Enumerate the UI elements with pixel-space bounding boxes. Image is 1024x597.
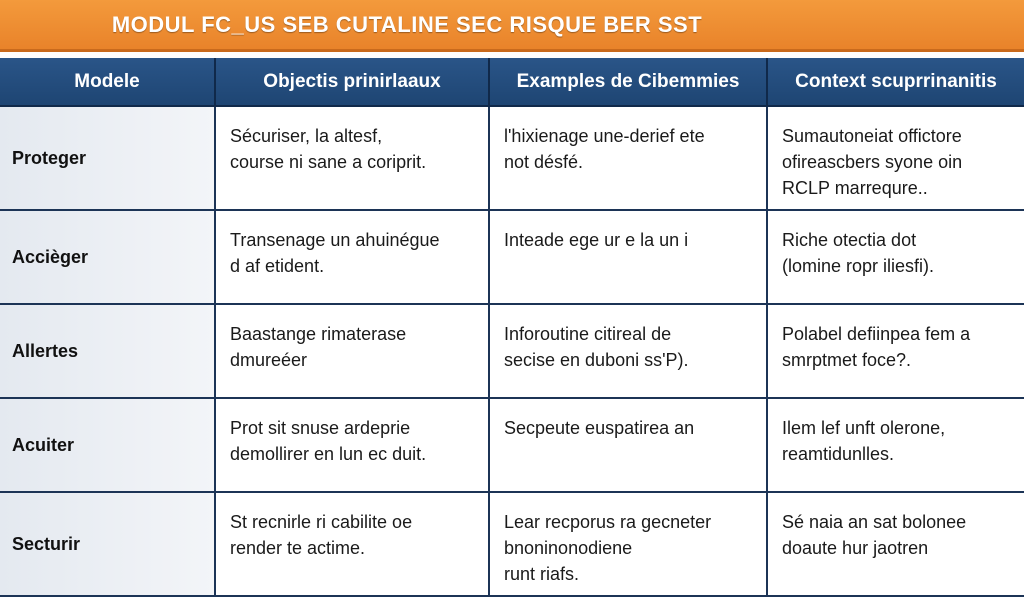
page-title: MODUL FC_US SEB CUTALINE SEC RISQUE BER SST	[111, 11, 703, 37]
table-row	[0, 304, 1024, 398]
header-objectives: Objectis prinirlaaux	[215, 58, 489, 106]
header-row	[0, 58, 1024, 106]
model-cell: Accièger	[0, 210, 215, 304]
examples-cell: Inteade ege ur e la un i	[489, 210, 767, 304]
examples-cell: l'hixienage une-derief ete not désfé.	[489, 106, 767, 210]
header-modele: Modele	[0, 58, 215, 106]
context-cell: Sumautoneiat offictore ofireascbers syone oin RCLP marrequre..	[767, 106, 1024, 210]
context-cell: Ilem lef unft olerone, reamtidunlles.	[767, 398, 1024, 492]
objectives-cell: Sécuriser, la altesf, course ni sane a coriprit.	[215, 106, 489, 210]
table-row	[0, 492, 1024, 596]
context-cell: Polabel defiinpea fem a smrptmet foce?.	[767, 304, 1024, 398]
model-table	[0, 58, 1024, 597]
title-banner	[0, 0, 1024, 52]
examples-cell: Lear recporus ra gecneter bnoninonodiene runt riafs.	[489, 492, 767, 596]
objectives-cell: St recnirle ri cabilite oe render te actime.	[215, 492, 489, 596]
context-cell: Sé naia an sat bolonee doaute hur jaotren	[767, 492, 1024, 596]
header-context: Context scuprrinanitis	[767, 58, 1024, 106]
table-row	[0, 210, 1024, 304]
model-cell: Allertes	[0, 304, 215, 398]
table-row	[0, 398, 1024, 492]
table-row	[0, 106, 1024, 210]
objectives-cell: Prot sit snuse ardeprie demollirer en lun ec duit.	[215, 398, 489, 492]
model-cell: Secturir	[0, 492, 215, 596]
model-cell: Acuiter	[0, 398, 215, 492]
examples-cell: Secpeute euspatirea an	[489, 398, 767, 492]
objectives-cell: Transenage un ahuinégue d af etident.	[215, 210, 489, 304]
header-examples: Examples de Cibemmies	[489, 58, 767, 106]
objectives-cell: Baastange rimaterase dmureéer	[215, 304, 489, 398]
examples-cell: Inforoutine citireal de secise en duboni ss'P).	[489, 304, 767, 398]
context-cell: Riche otectia dot (lomine ropr iliesfi).	[767, 210, 1024, 304]
model-cell: Proteger	[0, 106, 215, 210]
